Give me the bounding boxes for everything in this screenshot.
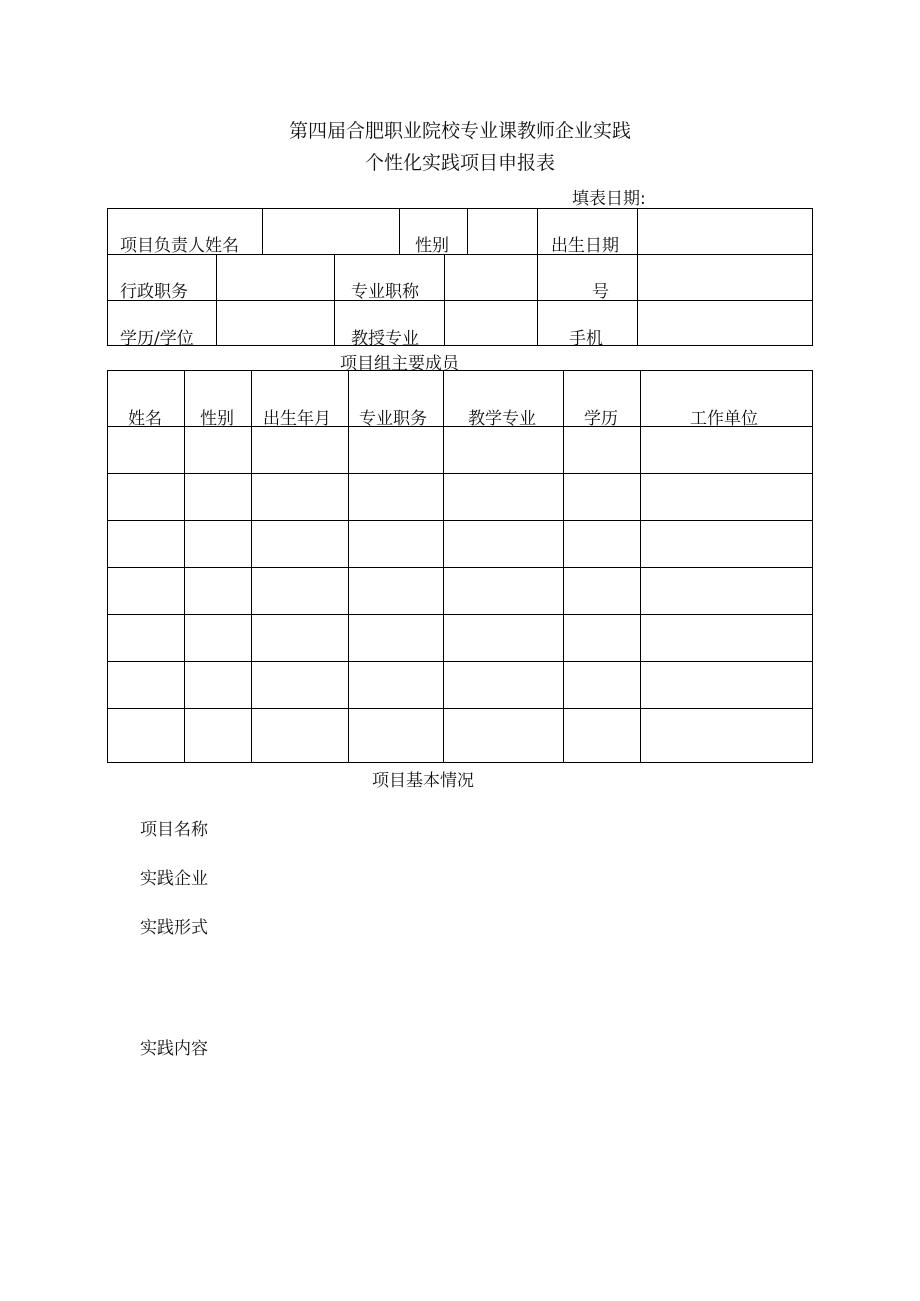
member-workplace-header: 工作单位: [690, 409, 758, 429]
member-gender-header: 性别: [200, 409, 234, 429]
column-divider: [640, 371, 641, 762]
cell-divider: [537, 254, 538, 346]
member-name-header: 姓名: [128, 409, 162, 429]
cell-divider: [216, 254, 217, 346]
column-divider: [251, 371, 252, 762]
mobile-label: 手机: [569, 329, 603, 349]
cell-divider: [637, 254, 638, 346]
fill-date-label: 填表日期:: [572, 189, 646, 209]
practice-content-label: 实践内容: [140, 1039, 208, 1059]
column-divider: [184, 371, 185, 762]
project-name-label: 项目名称: [140, 820, 208, 840]
column-divider: [443, 371, 444, 762]
professional-title-label: 专业职称: [351, 282, 419, 302]
cell-divider: [262, 209, 263, 254]
practice-company-label: 实践企业: [140, 869, 208, 889]
member-education-header: 学历: [584, 409, 618, 429]
cell-divider: [537, 209, 538, 254]
practice-form-label: 实践形式: [140, 918, 208, 938]
education-degree-label: 学历/学位: [120, 329, 194, 349]
gender-label: 性别: [415, 236, 449, 256]
column-divider: [563, 371, 564, 762]
row-divider: [108, 708, 812, 709]
teaching-major-label: 教授专业: [351, 329, 419, 349]
birth-date-label: 出生日期: [551, 236, 619, 256]
row-divider: [108, 661, 812, 662]
leader-name-label: 项目负责人姓名: [120, 236, 239, 256]
row-divider: [108, 473, 812, 474]
column-divider: [348, 371, 349, 762]
basic-info-caption: 项目基本情况: [372, 771, 474, 791]
admin-position-label: 行政职务: [120, 282, 188, 302]
form-title-line1: 第四届合肥职业院校专业课教师企业实践: [288, 120, 631, 142]
cell-divider: [637, 209, 638, 254]
members-table: [107, 370, 813, 763]
member-position-header: 专业职务: [359, 409, 427, 429]
cell-divider: [467, 209, 468, 254]
cell-divider: [334, 254, 335, 346]
row-divider: [108, 614, 812, 615]
cell-divider: [399, 209, 400, 254]
member-major-header: 教学专业: [468, 409, 536, 429]
row-divider: [108, 520, 812, 521]
form-title-line2: 个性化实践项目申报表: [364, 152, 555, 174]
number-label: 号: [592, 282, 609, 302]
leader-info-table: [107, 208, 813, 349]
members-caption: 项目组主要成员: [340, 354, 459, 374]
member-birth-header: 出生年月: [263, 409, 331, 429]
row-divider: [108, 567, 812, 568]
row-divider: [108, 300, 812, 301]
cell-divider: [444, 254, 445, 346]
